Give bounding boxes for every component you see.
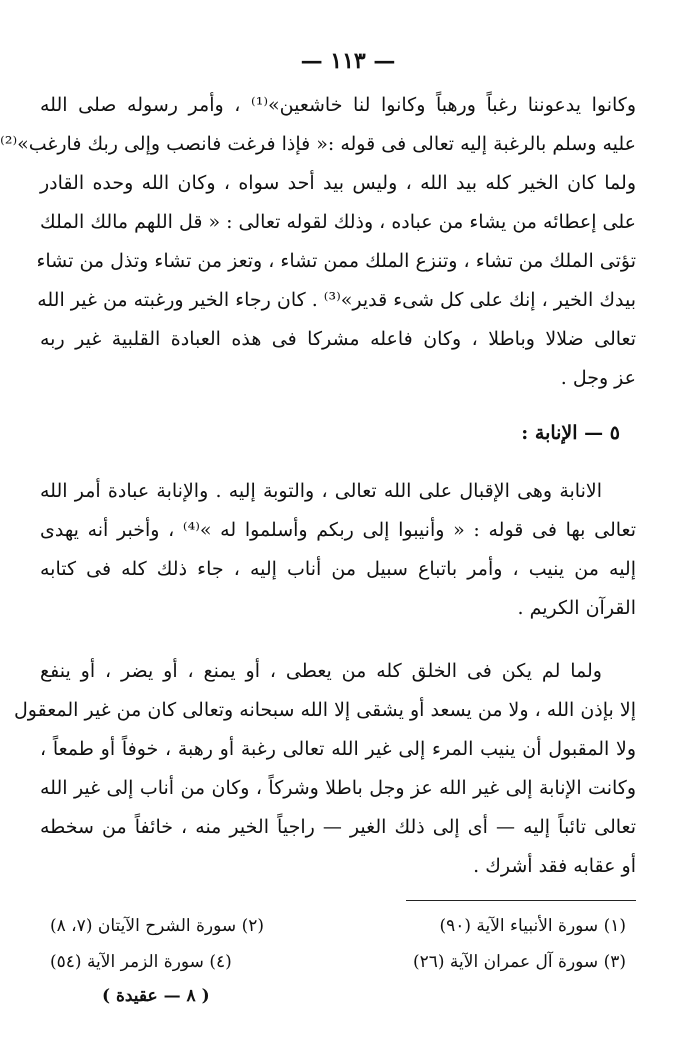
text-line: أو عقابه فقد أشرك . — [473, 855, 636, 877]
paragraph-2 — [40, 472, 636, 628]
text-line: تؤتى الملك من تشاء ، وتنزع الملك ممن تشاء ، وتعز من تشاء وتذل من تشاء — [36, 250, 636, 272]
text-line: القرآن الكريم . — [517, 597, 636, 619]
text-line: بيدك الخير ، إنك على كل شىء قدير»⁽³⁾ . كان رجاء الخير ورغبته من غير الله — [37, 289, 636, 311]
text-line: تعالى تائباً إليه — أى إلى ذلك الغير — راجياً الخير منه ، خائفاً من سخطه — [40, 816, 636, 838]
footnote-row — [50, 908, 626, 944]
paragraph-1 — [0, 86, 636, 398]
text-line: تعالى ضلالا وباطلا ، وكان فاعله مشركا فى هذه العبادة القلبية غير ربه — [40, 328, 636, 350]
page-number: — ١١٣ — — [300, 48, 396, 74]
footnote-3: (٣) سورة آل عمران الآية (٢٦) — [412, 952, 626, 972]
footnote-divider — [406, 900, 636, 901]
text-line: ولما لم يكن فى الخلق كله من يعطى ، أو يمنع ، أو يضر ، أو ينفع — [40, 660, 602, 682]
footnote-2: (٢) سورة الشرح الآيتان (٧، ٨) — [50, 916, 264, 936]
text-line: وكانوا يدعوننا رغباً ورهباً وكانوا لنا خاشعين»⁽¹⁾ ، وأمر رسوله صلى الله — [40, 94, 636, 116]
footnotes — [50, 908, 626, 980]
text-line: إلا بإذن الله ، ولا من يسعد أو يشقى إلا الله سبحانه وتعالى كان من غير المعقول — [14, 699, 636, 721]
text-line: ولا المقبول أن ينيب المرء إلى غير الله تعالى رغبة أو رهبة ، خوفاً أو طمعاً ، — [40, 738, 636, 760]
text-line: على إعطائه من يشاء من عباده ، وذلك لقوله تعالى : « قل اللهم مالك الملك — [39, 211, 636, 233]
text-line: الانابة وهى الإقبال على الله تعالى ، والتوبة إليه . والإنابة عبادة أمر الله — [40, 480, 602, 502]
text-line: إليه من ينيب ، وأمر باتباع سبيل من أناب إليه ، جاء ذلك كله فى كتابه — [40, 558, 636, 580]
footnote-4: (٤) سورة الزمر الآية (٥٤) — [50, 952, 232, 972]
text-line: وكانت الإنابة إلى غير الله عز وجل باطلا وشركاً ، وكان من أناب إلى غير الله — [40, 777, 636, 799]
signature-mark: ( ٨ — عقيدة ) — [102, 986, 210, 1006]
footnote-1: (١) سورة الأنبياء الآية (٩٠) — [439, 916, 626, 936]
footnote-row — [50, 944, 626, 980]
paragraph-3 — [14, 652, 636, 886]
text-line: ولما كان الخير كله بيد الله ، وليس بيد أحد سواه ، وكان الله وحده القادر — [40, 172, 636, 194]
text-line: عز وجل . — [560, 367, 636, 389]
text-line: تعالى بها فى قوله : « وأنيبوا إلى ربكم وأسلموا له »⁽⁴⁾ ، وأخبر أنه يهدى — [40, 519, 636, 541]
text-line: عليه وسلم بالرغبة إليه تعالى فى قوله :« فإذا فرغت فانصب وإلى ربك فارغب»⁽²⁾ — [0, 133, 636, 155]
section-heading: ٥ — الإنابة : — [521, 422, 620, 444]
